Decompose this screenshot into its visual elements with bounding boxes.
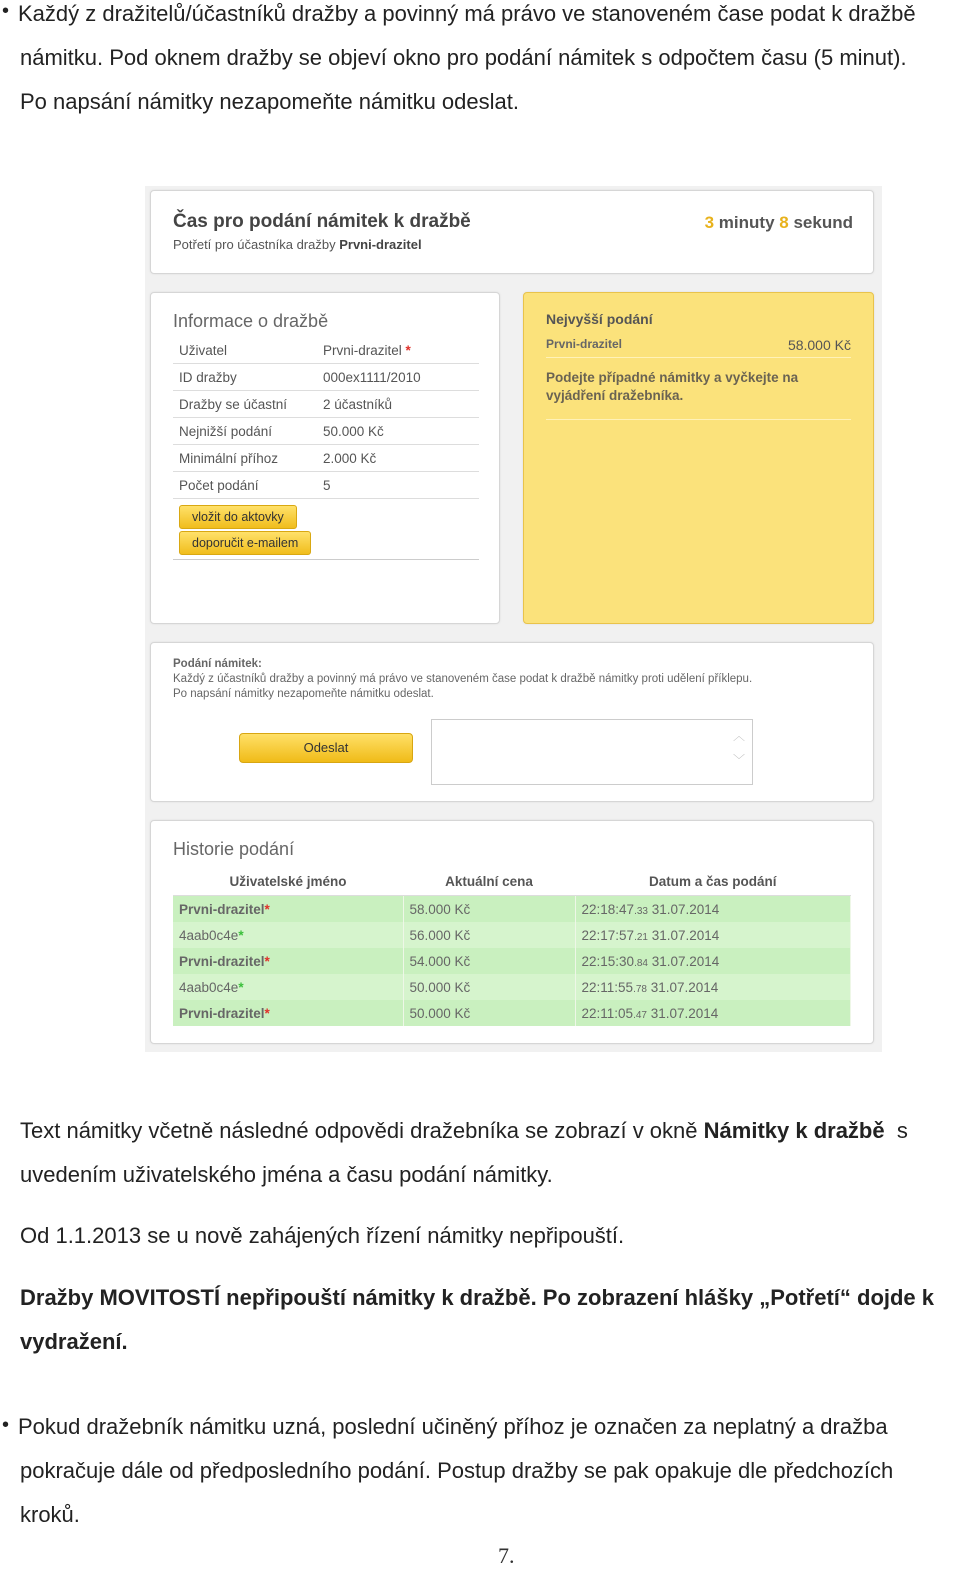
countdown-minutes-label: minuty	[718, 213, 775, 232]
green-star-icon: *	[238, 927, 244, 943]
info-value: 000ex1111/2010	[317, 364, 479, 391]
username-text: Prvni-drazitel	[179, 901, 265, 917]
history-username	[173, 922, 403, 948]
time-text: 22:17:57	[581, 927, 635, 943]
red-star-icon: *	[264, 1005, 270, 1021]
date-text: 31.07.2014	[651, 953, 720, 969]
info-label: Minimální příhoz	[173, 445, 317, 472]
paragraph-accept-line3: kroků.	[20, 1502, 80, 1527]
table-row	[173, 974, 851, 1000]
history-table	[173, 867, 851, 1026]
time-text: 22:15:30	[581, 953, 635, 969]
info-row	[173, 472, 479, 499]
auction-info-panel	[150, 292, 500, 624]
objection-timer-panel	[150, 190, 874, 274]
chevron-down-icon[interactable]: ﹀	[733, 753, 746, 767]
timer-subtitle-prefix: Potřetí pro účastníka dražby	[173, 237, 336, 252]
info-value: 5	[317, 472, 479, 499]
paragraph-text: s	[896, 1118, 908, 1143]
bullet-point: •	[2, 0, 10, 22]
countdown-minutes: 3	[704, 213, 715, 232]
info-row	[173, 364, 479, 391]
history-datetime	[575, 948, 851, 974]
date-text: 31.07.2014	[651, 927, 720, 943]
history-datetime	[575, 922, 851, 948]
ms-text: .47	[633, 1009, 647, 1021]
objection-textarea[interactable]	[431, 719, 753, 785]
history-username	[173, 896, 403, 923]
history-datetime	[575, 974, 851, 1000]
date-text: 31.07.2014	[650, 1005, 719, 1021]
countdown-seconds-label: sekund	[793, 213, 853, 232]
history-price: 50.000 Kč	[403, 974, 575, 1000]
history-title: Historie podání	[173, 839, 295, 859]
countdown-seconds: 8	[779, 213, 789, 232]
bullet-point: •	[2, 1414, 10, 1436]
table-row	[173, 948, 851, 974]
history-price: 50.000 Kč	[403, 1000, 575, 1026]
info-value-text: Prvni-drazitel	[323, 342, 402, 358]
info-value: 2 účastníků	[317, 391, 479, 418]
time-text: 22:11:55	[581, 979, 634, 995]
username-text: Prvni-drazitel	[179, 953, 265, 969]
time-text: 22:18:47	[581, 901, 635, 917]
table-row	[173, 922, 851, 948]
history-username	[173, 1000, 403, 1026]
highest-bid-user: Prvni-drazitel	[546, 337, 623, 351]
info-title: Informace o dražbě	[173, 311, 329, 331]
history-header-row	[173, 867, 851, 896]
info-label: Uživatel	[173, 337, 317, 364]
table-row	[173, 896, 851, 923]
highest-bid-message: Podejte případné námitky a vyčkejte na vyjádření dražebníka.	[546, 370, 799, 403]
history-price: 56.000 Kč	[403, 922, 575, 948]
username-text: Prvni-drazitel	[179, 1005, 265, 1021]
add-to-briefcase-button[interactable]: vložit do aktovky	[179, 505, 297, 529]
timer-title: Čas pro podání námitek k dražbě	[173, 211, 471, 232]
paragraph-accept-line1: Pokud dražebník námitku uzná, poslední učiněný příhoz je označen za neplatný a dražba	[18, 1414, 888, 1439]
info-label: Počet podání	[173, 472, 317, 499]
ms-text: .33	[634, 905, 648, 917]
send-objection-button[interactable]: Odeslat	[239, 733, 413, 763]
objection-panel	[150, 642, 874, 802]
info-row	[173, 445, 479, 472]
page-number: 7.	[498, 1543, 515, 1568]
divider	[173, 559, 479, 560]
divider	[546, 419, 851, 420]
red-star-icon: *	[264, 901, 270, 917]
history-datetime	[575, 896, 851, 923]
column-header-datetime: Datum a čas podání	[575, 867, 851, 896]
username-text: 4aab0c4e	[179, 927, 239, 943]
intro-line-1: Každý z dražitelů/účastníků dražby a povinný má právo ve stanoveném čase podat k dražbě	[18, 1, 916, 26]
countdown	[705, 213, 853, 233]
intro-line-3: Po napsání námitky nezapomeňte námitku odeslat.	[20, 89, 519, 114]
timer-subtitle-user: Prvni-drazitel	[339, 237, 422, 252]
objection-reminder: Po napsání námitky nezapomeňte námitku odeslat.	[173, 688, 434, 700]
history-datetime	[575, 1000, 851, 1026]
highest-bid-title: Nejvyšší podání	[546, 311, 653, 327]
objection-text	[173, 657, 853, 702]
intro-line-2: námitku. Pod oknem dražby se objeví okno pro podání námitek s odpočtem času (5 minut).	[20, 45, 907, 70]
recommend-email-button[interactable]: doporučit e-mailem	[179, 531, 311, 555]
highest-bid-panel	[523, 292, 874, 624]
paragraph-bold: Námitky k dražbě	[703, 1118, 885, 1143]
ms-text: .21	[634, 931, 648, 943]
paragraph-movables-line2: vydražení.	[20, 1329, 128, 1354]
red-star-icon: *	[264, 953, 270, 969]
info-value: 2.000 Kč	[317, 445, 479, 472]
info-row	[173, 391, 479, 418]
column-header-price: Aktuální cena	[403, 867, 575, 896]
info-row	[173, 337, 479, 364]
paragraph-date-note: Od 1.1.2013 se u nově zahájených řízení námitky nepřipouští.	[20, 1223, 625, 1248]
bid-history-panel	[150, 820, 874, 1044]
divider	[546, 357, 851, 358]
table-row	[173, 1000, 851, 1026]
info-table	[173, 337, 479, 499]
red-star-icon: *	[405, 342, 411, 358]
objection-heading: Podání námitek:	[173, 658, 262, 670]
paragraph-objection-window-line2: uvedením uživatelského jména a času podání námitky.	[20, 1162, 553, 1187]
username-text: 4aab0c4e	[179, 979, 239, 995]
objection-description: Každý z účastníků dražby a povinný má právo ve stanoveném čase podat k dražbě námitky proti udělení příklepu.	[173, 673, 753, 685]
info-label: ID dražby	[173, 364, 317, 391]
paragraph-movables-line1: Dražby MOVITOSTÍ nepřipouští námitky k dražbě. Po zobrazení hlášky „Potřetí“ dojde k	[20, 1285, 935, 1310]
history-price: 58.000 Kč	[403, 896, 575, 923]
date-text: 31.07.2014	[651, 901, 720, 917]
info-label: Nejnižší podání	[173, 418, 317, 445]
history-username	[173, 974, 403, 1000]
paragraph-accept-line2: pokračuje dále od předposledního podání. Postup dražby se pak opakuje dle předchozích	[20, 1458, 894, 1483]
chevron-up-icon[interactable]: ︿	[733, 729, 746, 743]
info-value: 50.000 Kč	[317, 418, 479, 445]
paragraph-objection-window	[20, 1109, 950, 1153]
column-header-username: Uživatelské jméno	[173, 867, 403, 896]
green-star-icon: *	[238, 979, 244, 995]
timer-subtitle	[173, 237, 422, 252]
history-username	[173, 948, 403, 974]
date-text: 31.07.2014	[650, 979, 719, 995]
info-value	[317, 337, 479, 364]
info-label: Dražby se účastní	[173, 391, 317, 418]
highest-bid-price: 58.000 Kč	[787, 337, 851, 353]
time-text: 22:11:05	[581, 1005, 634, 1021]
info-row	[173, 418, 479, 445]
ms-text: .84	[634, 957, 648, 969]
auction-screenshot	[145, 186, 882, 1052]
paragraph-text: Text námitky včetně následné odpovědi dražebníka se zobrazí v okně	[20, 1118, 698, 1143]
history-price: 54.000 Kč	[403, 948, 575, 974]
ms-text: .78	[633, 983, 647, 995]
